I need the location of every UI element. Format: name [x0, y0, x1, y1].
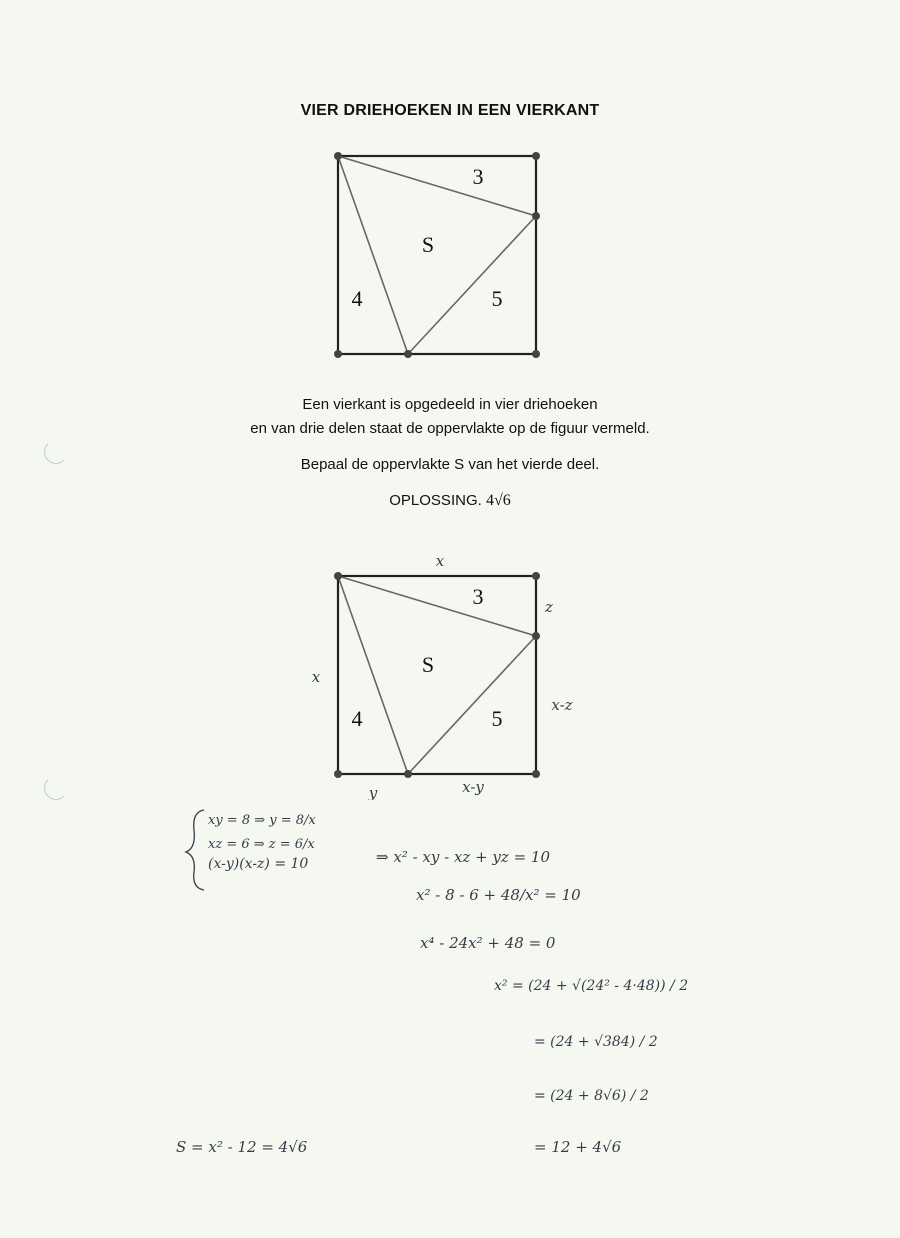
- area-label-s: S: [421, 232, 435, 257]
- problem-line-1: Een vierkant is opgedeeld in vier driehoeken: [302, 396, 598, 413]
- step-final-x2: = 12 + 4√6: [534, 1138, 622, 1156]
- vertex-bottom-right: [532, 350, 540, 358]
- step-quartic: x⁴ - 24x² + 48 = 0: [420, 934, 556, 952]
- vertex-bottom-left: [334, 350, 342, 358]
- area-label-left: 4: [351, 286, 363, 311]
- side-label-right-lower: x-z: [551, 696, 573, 714]
- vertex-2-bottom-right: [532, 770, 540, 778]
- page-title: VIER DRIEHOEKEN IN EEN VIERKANT: [300, 102, 600, 119]
- vertex-top-left: [334, 152, 342, 160]
- side-label-bottom-right: x-y: [462, 778, 484, 796]
- step-expand: ⇒ x² - xy - xz + yz = 10: [376, 848, 550, 866]
- step-simplify-2: = (24 + 8√6) / 2: [534, 1088, 649, 1104]
- problem-line-2: en van drie delen staat de oppervlakte op de figuur vermeld.: [250, 420, 650, 437]
- punch-hole-lower: [44, 776, 68, 800]
- vertex-bottom-side: [404, 350, 412, 358]
- handwritten-derivation: [170, 800, 730, 1170]
- line-top-left-to-right-point: [338, 156, 536, 216]
- vertex-2-top-left: [334, 572, 342, 580]
- solution-value: 4√6: [485, 492, 511, 509]
- side-label-bottom-left: y: [368, 784, 378, 800]
- side-label-right-upper: z: [545, 598, 553, 616]
- solution-line: [0, 492, 900, 510]
- figure-square-solution: [300, 550, 600, 800]
- solution-label: OPLOSSING.: [389, 492, 482, 509]
- vertex-2-bottom-side: [404, 770, 412, 778]
- system-equation-3: (x-y)(x-z) = 10: [208, 856, 309, 872]
- side-label-top: x: [435, 552, 445, 570]
- vertex-2-right-side: [532, 632, 540, 640]
- system-brace: [186, 810, 204, 890]
- vertex-right-side: [532, 212, 540, 220]
- area-label-right: 5: [491, 286, 503, 311]
- area-label-top: 3: [472, 164, 484, 189]
- line-top-left-to-bottom-point: [338, 156, 408, 354]
- area-label-2-left: 4: [351, 706, 363, 731]
- figure-square-problem: [320, 140, 560, 370]
- system-equation-2: xz = 6 ⇒ z = 6/x: [208, 837, 315, 852]
- line-2-top-left-to-right-point: [338, 576, 536, 636]
- line-2-top-left-to-bottom-point: [338, 576, 408, 774]
- vertex-2-top-right: [532, 572, 540, 580]
- area-label-2-top: 3: [472, 584, 484, 609]
- area-label-2-right: 5: [491, 706, 503, 731]
- vertex-2-bottom-left: [334, 770, 342, 778]
- side-label-left: x: [311, 668, 321, 686]
- result-s: S = x² - 12 = 4√6: [176, 1138, 308, 1156]
- area-label-2-s: S: [421, 652, 435, 677]
- step-simplify-1: = (24 + √384) / 2: [534, 1034, 658, 1050]
- problem-line-3: Bepaal de oppervlakte S van het vierde deel.: [300, 456, 600, 473]
- step-substitute: x² - 8 - 6 + 48/x² = 10: [416, 886, 581, 904]
- step-quadratic-formula: x² = (24 + √(24² - 4·48)) / 2: [494, 978, 689, 994]
- system-equation-1: xy = 8 ⇒ y = 8/x: [208, 813, 316, 828]
- vertex-top-right: [532, 152, 540, 160]
